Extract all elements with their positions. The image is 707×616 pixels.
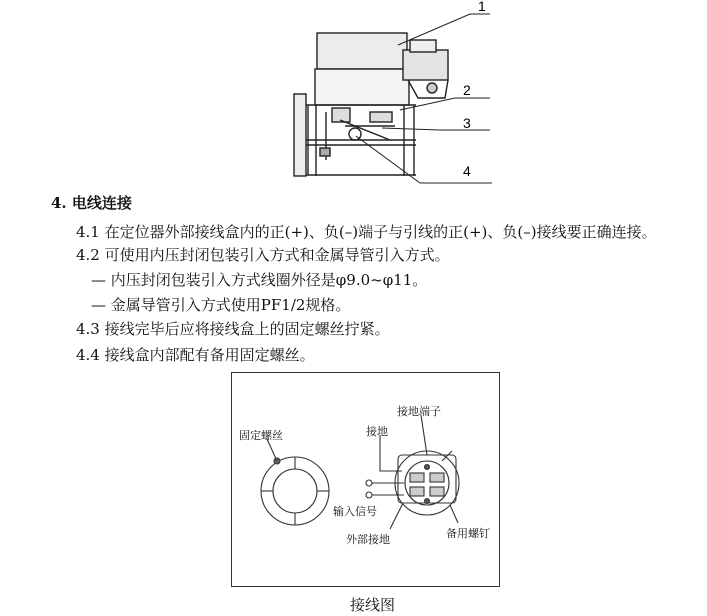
terminal-box (403, 50, 448, 80)
label-input-signal: 输入信号 (333, 505, 377, 518)
label-external-ground: 外部接地 (346, 533, 390, 546)
callout-4: 4 (463, 163, 471, 179)
item-4-2-sub-2: — 金属导管引入方式使用PF1/2规格。 (91, 296, 351, 314)
label-fixing-screw: 固定螺丝 (239, 429, 283, 442)
wiring-diagram-panel (231, 372, 500, 587)
callout-1: 1 (478, 0, 486, 14)
item-4-3: 4.3 接线完毕后应将接线盒上的固定螺丝拧紧。 (76, 320, 390, 338)
label-ground-terminal: 接地端子 (397, 405, 441, 418)
item-4-4: 4.4 接线盒内部配有备用固定螺丝。 (76, 346, 315, 364)
housing-cover (317, 33, 407, 69)
terminal-box-outline (398, 455, 456, 503)
mounting-flange (294, 94, 306, 176)
wiring-diagram-caption: 接线图 (350, 596, 396, 614)
item-4-2: 4.2 可使用内压封闭包装引入方式和金属导管引入方式。 (76, 246, 450, 264)
positioner-assembly-drawing (0, 0, 707, 190)
wiring-diagram-drawing (232, 373, 499, 586)
label-ground: 接地 (366, 425, 388, 438)
section-heading: 4. 电线连接 (51, 194, 132, 212)
callout-3: 3 (463, 115, 471, 131)
callout-2: 2 (463, 82, 471, 98)
housing-body (315, 69, 409, 105)
item-4-1: 4.1 在定位器外部接线盒内的正(+)、负(–)端子与引线的正(+)、负(–)接线要正确连接。 (76, 223, 657, 241)
item-4-2-sub-1: — 内压封闭包装引入方式线圈外径是φ9.0~φ11。 (91, 271, 428, 289)
label-spare-screw: 备用螺钉 (446, 527, 490, 540)
